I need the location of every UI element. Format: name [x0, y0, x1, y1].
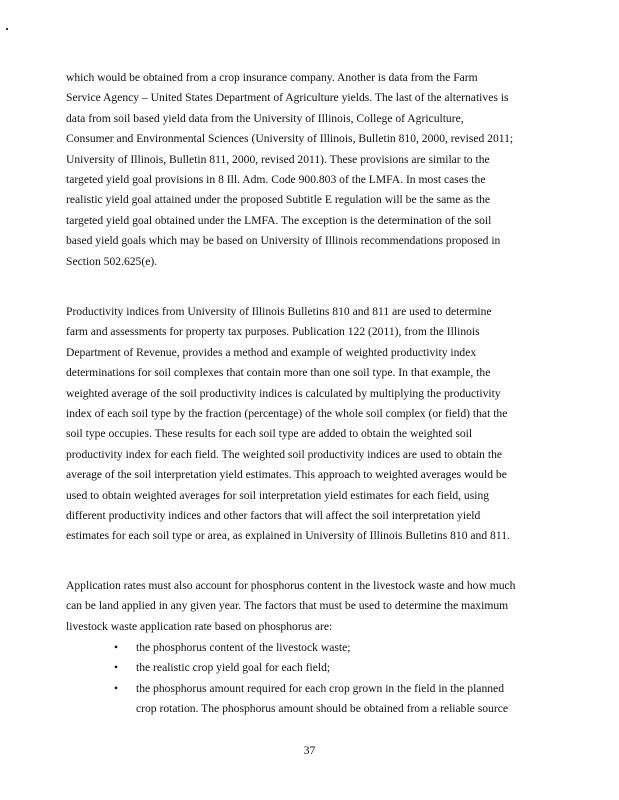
text-line: Application rates must also account for phosphorus content in the livestock waste and how much: [66, 579, 516, 592]
text-line: livestock waste application rate based on phosphorus are:: [66, 619, 333, 633]
text-line: index of each soil type by the fraction (percentage) of the whole soil complex (or field) that the: [66, 406, 508, 420]
page-number: 37: [303, 744, 316, 757]
bullet-icon: •: [114, 641, 119, 654]
list-item: [114, 679, 534, 720]
text-line: University of Illinois, Bulletin 811, 2000, revised 2011). These provisions are similar to the: [66, 152, 490, 166]
text-line: targeted yield goal obtained under the LMFA. The exception is the determination of the soil: [66, 213, 492, 227]
list-item: [114, 658, 534, 678]
text-line: Consumer and Environmental Sciences (University of Illinois, Bulletin 810, 2000, revised 2011;: [66, 132, 514, 146]
text-line: crop rotation. The phosphorus amount should be obtained from a reliable source: [136, 702, 508, 716]
text-line: soil type occupies. These results for each soil type are added to obtain the weighted soil: [66, 427, 473, 441]
text-line: average of the soil interpretation yield estimates. This approach to weighted averages would be: [66, 468, 507, 482]
text-line: based yield goals which may be based on University of Illinois recommendations proposed in: [66, 234, 501, 248]
text-line: Department of Revenue, provides a method and example of weighted productivity index: [66, 345, 477, 359]
text-line: the phosphorus amount required for each crop grown in the field in the planned: [136, 681, 504, 695]
text-line: the phosphorus content of the livestock waste;: [136, 641, 351, 654]
text-line: targeted yield goal provisions in 8 Ill. Adm. Code 900.803 of the LMFA. In most cases the: [66, 172, 486, 186]
text-line: estimates for each soil type or area, as explained in University of Illinois Bulletins 810 and 811.: [66, 529, 510, 543]
text-line: realistic yield goal attained under the proposed Subtitle E regulation will be the same as the: [66, 193, 491, 207]
text-line: weighted average of the soil productivity indices is calculated by multiplying the productivity: [66, 386, 501, 400]
text-line: Service Agency – United States Department of Agriculture yields. The last of the alternatives is: [66, 91, 509, 105]
text-line: different productivity indices and other factors that will affect the soil interpretation yield: [66, 508, 481, 522]
paragraph-yield-goal-sources: [66, 68, 532, 272]
phosphorus-factors-list: [114, 638, 534, 720]
text-line: Productivity indices from University of Illinois Bulletins 810 and 811 are used to determine: [66, 305, 492, 318]
text-line: used to obtain weighted averages for soil interpretation yield estimates for each field, using: [66, 488, 490, 502]
scan-speck: [6, 28, 8, 30]
text-line: Section 502.625(e).: [66, 254, 158, 268]
list-item: [114, 638, 534, 658]
bullet-icon: •: [114, 681, 119, 695]
text-line: which would be obtained from a crop insurance company. Another is data from the Farm: [66, 71, 478, 84]
text-line: determinations for soil complexes that contain more than one soil type. In that example, the: [66, 366, 491, 380]
text-line: productivity index for each field. The weighted soil productivity indices are used to obtain the: [66, 447, 503, 461]
paragraph-productivity-indices: [66, 302, 532, 547]
text-line: can be land applied in any given year. The factors that must be used to determine the maximum: [66, 599, 509, 613]
bullet-icon: •: [114, 661, 119, 675]
text-line: farm and assessments for property tax purposes. Publication 122 (2011), from the Illinois: [66, 325, 480, 339]
paragraph-application-rates: [66, 576, 532, 637]
text-line: data from soil based yield data from the University of Illinois, College of Agriculture,: [66, 111, 464, 125]
text-line: the realistic crop yield goal for each field;: [136, 661, 331, 675]
